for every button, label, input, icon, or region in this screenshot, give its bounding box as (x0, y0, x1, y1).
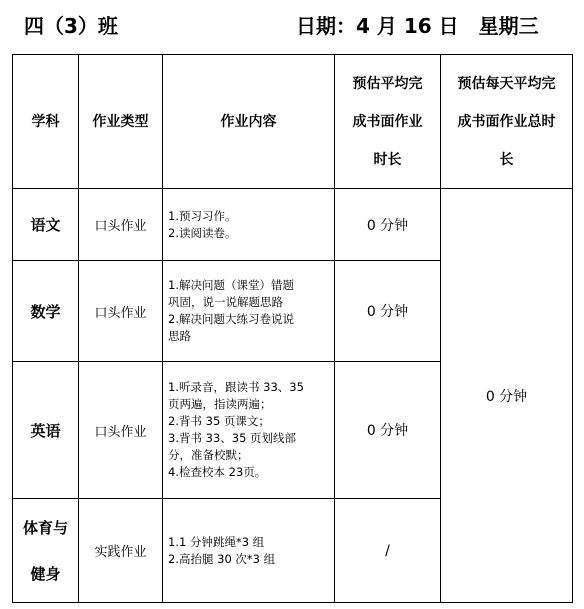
type-cell: 实践作业 (79, 499, 163, 603)
header-total-time (441, 55, 573, 189)
content-line: 分，准备校默； (168, 448, 249, 462)
header-avg-time (335, 55, 441, 189)
duration-cell: 0 分钟 (335, 261, 441, 362)
duration-cell: / (335, 499, 441, 603)
type-cell: 口头作业 (79, 362, 163, 499)
content-cell (163, 261, 335, 362)
header-total-time-line: 长 (499, 151, 514, 168)
header-avg-time-line: 时长 (373, 151, 402, 168)
type-cell: 口头作业 (79, 189, 163, 261)
subject-cell: 英语 (13, 362, 79, 499)
content-cell (163, 499, 335, 603)
content-line: 1.解决问题（课堂）错题 (168, 278, 294, 292)
content-line: 2.背书 35 页课文； (168, 414, 270, 428)
header-type: 作业类型 (79, 55, 163, 189)
content-cell (163, 189, 335, 261)
subject-cell (13, 499, 79, 603)
subject-line: 体育与 (22, 518, 68, 537)
homework-table (12, 54, 573, 603)
content-cell (163, 362, 335, 499)
header-avg-time-line: 预估平均完 (352, 75, 423, 92)
subject-line: 健身 (30, 564, 61, 583)
content-line: 思路 (168, 329, 191, 343)
subject-cell: 数学 (13, 261, 79, 362)
content-line: 1.1 分钟跳绳*3 组 (168, 534, 265, 549)
subject-cell: 语文 (13, 189, 79, 261)
content-line: 页两遍，指读两遍； (168, 397, 272, 411)
content-line: 4.检查校本 23页。 (168, 465, 267, 479)
header-avg-time-line: 成书面作业 (352, 113, 423, 130)
class-name: 四（3）班 (24, 14, 118, 38)
content-line: 1.听录音，跟读书 33、35 (168, 380, 304, 394)
header-total-time-line: 成书面作业总时 (457, 113, 556, 130)
content-line: 2.高抬腿 30 次*3 组 (168, 551, 276, 566)
content-line: 1.预习习作。 (168, 208, 237, 223)
content-line: 2.解决问题大练习卷说说 (168, 312, 294, 326)
content-line: 2.读阅读卷。 (168, 225, 237, 240)
header-total-time-line: 预估每天平均完 (457, 75, 556, 92)
table-header-row (13, 55, 573, 189)
content-line: 3.背书 33、35 页划线部 (168, 431, 297, 445)
table-row (13, 189, 573, 261)
header-content: 作业内容 (163, 55, 335, 189)
type-cell: 口头作业 (79, 261, 163, 362)
duration-cell: 0 分钟 (335, 362, 441, 499)
total-duration-cell: 0 分钟 (441, 189, 573, 603)
content-line: 巩固，说一说解题思路 (168, 295, 283, 309)
duration-cell: 0 分钟 (335, 189, 441, 261)
header-subject: 学科 (13, 55, 79, 189)
date-label: 日期：4 月 16 日 星期三 (296, 14, 539, 38)
